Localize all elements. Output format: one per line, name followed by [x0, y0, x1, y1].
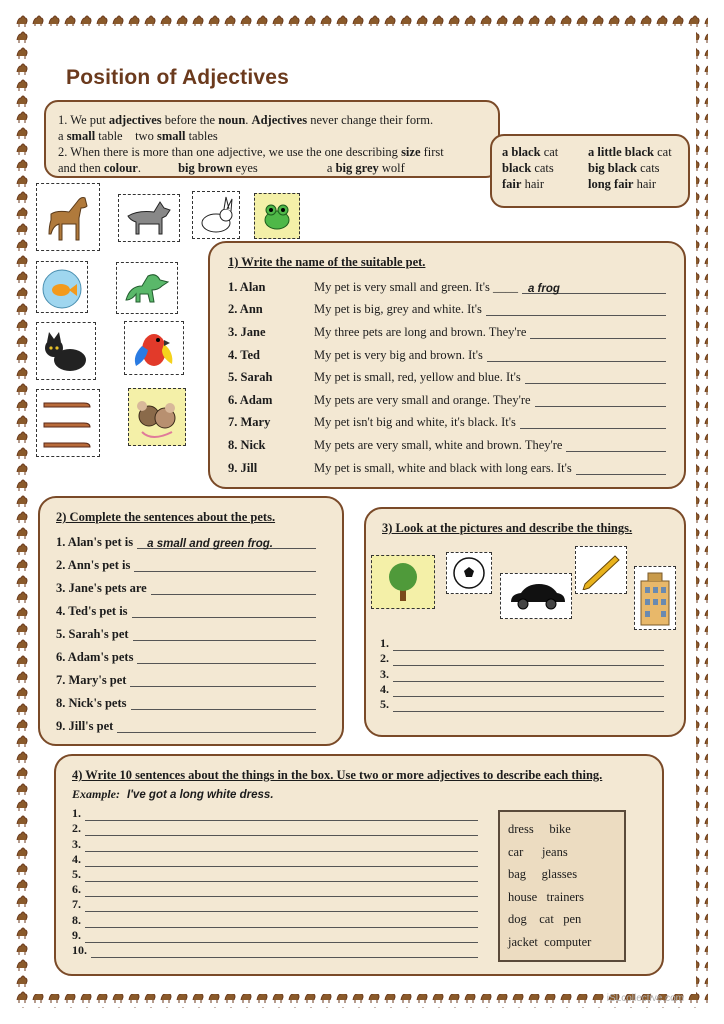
exercise-1-row: 2. Ann My pet is big, grey and white. It's — [228, 299, 666, 322]
answer-blank[interactable] — [131, 697, 317, 710]
wolf-picture — [118, 194, 180, 242]
exercise-2-row: 4. Ted's pet is — [56, 600, 326, 623]
car-picture — [500, 573, 572, 619]
answer-blank[interactable] — [130, 674, 316, 687]
exercise-1-row: 4. Ted My pet is very big and brown. It's — [228, 344, 666, 367]
football-picture — [446, 552, 492, 594]
answer-blank[interactable] — [117, 720, 316, 733]
answer-line[interactable]: 7. — [72, 897, 478, 912]
answer-line[interactable]: 5. — [380, 697, 664, 712]
answer-line[interactable]: 5. — [72, 867, 478, 882]
exercise-1-row: 7. Mary My pet isn't big and white, it's black. It's — [228, 412, 666, 435]
answer-blank[interactable] — [520, 416, 666, 429]
exercise-2-row: 3. Jane's pets are — [56, 577, 326, 600]
answer-line[interactable]: 4. — [72, 852, 478, 867]
adjective-example: a black cat — [502, 145, 559, 159]
answer-blank[interactable]: a frog — [522, 281, 666, 294]
answer-line[interactable]: 3. — [380, 666, 664, 681]
exercise-3-heading: 3) Look at the pictures and describe the things. — [382, 521, 633, 535]
dogs-picture — [36, 389, 100, 457]
answer-line[interactable]: 2. — [380, 651, 664, 666]
answer-blank[interactable] — [132, 605, 316, 618]
parrot-picture — [124, 321, 184, 375]
exercise-1-row: 3. Jane My three pets are long and brown. They're — [228, 321, 666, 344]
exercise-4-heading: 4) Write 10 sentences about the things in the box. Use two or more adjectives to describe each thing. — [72, 768, 603, 782]
exercise-1-row: 6. Adam My pets are very small and orange. They're — [228, 389, 666, 412]
exercise-1-heading: 1) Write the name of the suitable pet. — [228, 255, 426, 269]
goldfish-picture — [36, 261, 88, 313]
exercise-1-box — [208, 241, 686, 489]
exercise-2-row: 6. Adam's pets — [56, 646, 326, 669]
answer-blank[interactable] — [487, 349, 666, 362]
adjective-examples-box — [490, 134, 690, 208]
word-box-line: bag glasses — [508, 867, 578, 882]
word-box-line: car jeans — [508, 844, 568, 859]
horse-picture — [36, 183, 100, 251]
exercise-1-row: 1. Alan My pet is very small and green. It's ____ a frog — [228, 276, 666, 299]
answer-line[interactable]: 9. — [72, 928, 478, 943]
adjective-example: fair hair — [502, 177, 544, 191]
answer-blank[interactable] — [137, 651, 316, 664]
mice-picture — [128, 388, 186, 446]
answer-blank[interactable]: a small and green frog. — [137, 536, 316, 549]
answer-blank[interactable] — [576, 462, 666, 475]
exercise-2-row: 1. Alan's pet is a small and green frog. — [56, 531, 326, 554]
exercise-2-row: 9. Jill's pet — [56, 715, 326, 738]
pencil-picture — [575, 546, 627, 594]
word-box — [498, 810, 626, 962]
exercise-4-example: Example: I've got a long white dress. — [72, 787, 274, 801]
crocodile-picture — [116, 262, 178, 314]
grammar-rules-box: 1. We put adjectives before the noun. Adjectives never change their form. a small table two small tables 2. When there is more than one adjective, we use the one describing size first and then colour. big brown eyes a big grey wolf — [44, 100, 500, 178]
answer-blank[interactable] — [151, 582, 316, 595]
adjective-example: big black cats — [588, 161, 660, 175]
answer-blank[interactable] — [530, 326, 666, 339]
answer-blank[interactable] — [525, 371, 666, 384]
watermark: iSLcollective.com — [606, 993, 684, 1004]
answer-line[interactable]: 2. — [72, 821, 478, 836]
word-box-line: dog cat pen — [508, 912, 582, 927]
rabbit-picture — [192, 191, 240, 239]
answer-line[interactable]: 3. — [72, 836, 478, 851]
answer-line[interactable]: 1. — [380, 636, 664, 651]
cat-picture — [36, 322, 96, 380]
answer-blank[interactable] — [566, 439, 666, 452]
exercise-2-heading: 2) Complete the sentences about the pets. — [56, 510, 276, 524]
building-picture — [634, 566, 676, 630]
answer-blank[interactable] — [535, 394, 666, 407]
exercise-2-row: 7. Mary's pet — [56, 669, 326, 692]
word-box-line: house trainers — [508, 889, 585, 904]
exercise-2-row: 5. Sarah's pet — [56, 623, 326, 646]
exercise-2-row: 8. Nick's pets — [56, 692, 326, 715]
answer-blank[interactable] — [134, 559, 316, 572]
answer-line[interactable]: 10. — [72, 943, 478, 958]
page-title: Position of Adjectives — [66, 66, 289, 89]
adjective-example: a little black cat — [588, 145, 672, 159]
answer-line[interactable]: 8. — [72, 912, 478, 927]
exercise-1-row: 9. Jill My pet is small, white and black with long ears. It's — [228, 457, 666, 480]
answer-line[interactable]: 4. — [380, 682, 664, 697]
tree-picture — [371, 555, 435, 609]
exercise-1-row: 5. Sarah My pet is small, red, yellow and blue. It's — [228, 366, 666, 389]
exercise-3-lines — [380, 636, 664, 712]
answer-blank[interactable] — [486, 303, 666, 316]
adjective-example: long fair hair — [588, 177, 657, 191]
answer-line[interactable]: 6. — [72, 882, 478, 897]
answer-blank[interactable] — [133, 628, 316, 641]
exercise-2-row: 2. Ann's pet is — [56, 554, 326, 577]
answer-line[interactable]: 1. — [72, 806, 478, 821]
frog-picture — [254, 193, 300, 239]
exercise-2-box — [38, 496, 344, 746]
exercise-1-row: 8. Nick My pets are very small, white and brown. They're — [228, 434, 666, 457]
adjective-example: black cats — [502, 161, 554, 175]
word-box-line: jacket computer — [508, 934, 592, 949]
word-box-line: dress bike — [508, 822, 571, 836]
